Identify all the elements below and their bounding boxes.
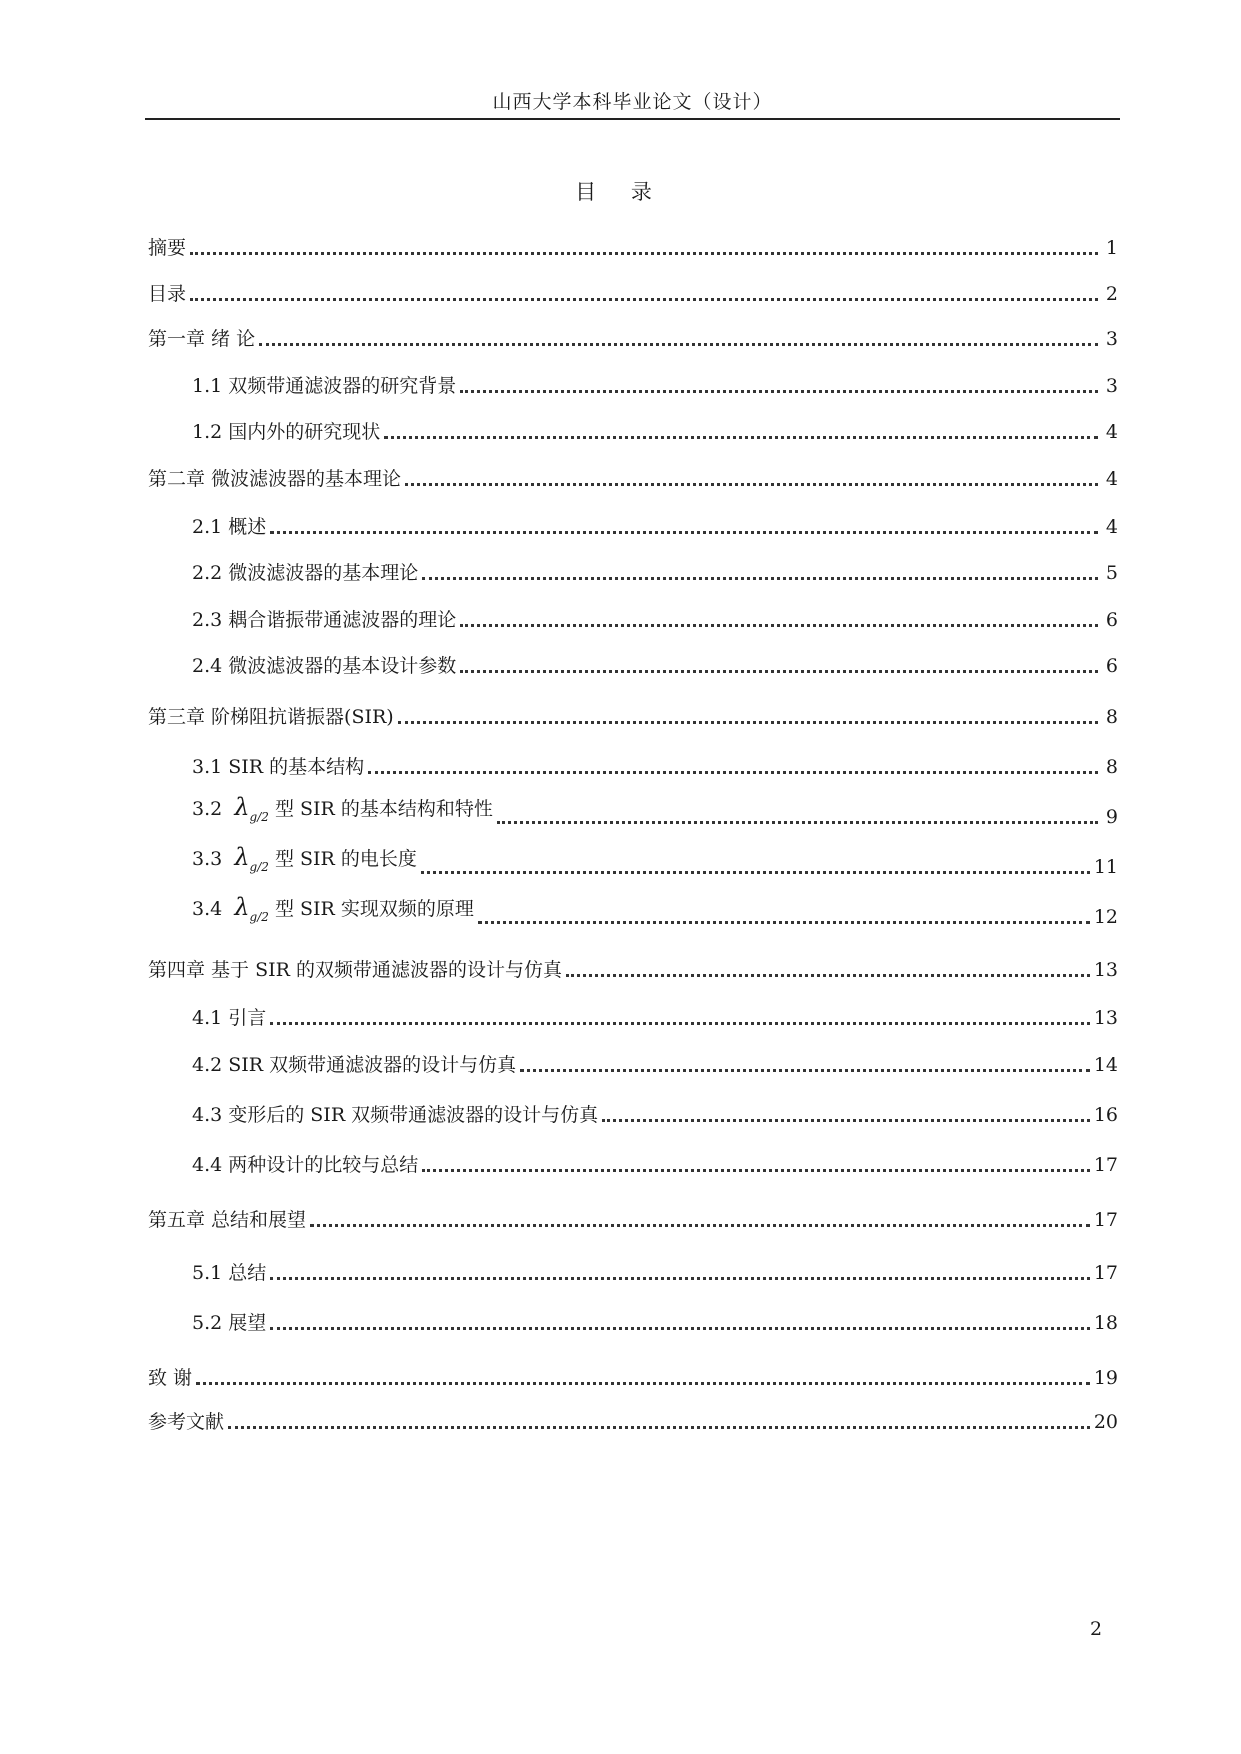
toc-entry-5-1[interactable] (192, 1256, 1118, 1286)
toc-entry-label: 2.4 微波滤波器的基本设计参数 (192, 655, 457, 677)
toc-entry-1-1[interactable] (192, 369, 1118, 399)
dot-leader (460, 670, 1098, 673)
dot-leader (270, 1022, 1090, 1025)
toc-entry-label (192, 844, 417, 880)
dot-leader (368, 771, 1098, 774)
toc-entry-chapter-5[interactable] (148, 1203, 1118, 1233)
dot-leader (405, 483, 1098, 486)
dot-leader (566, 974, 1090, 977)
toc-entry-label: 第二章 微波滤波器的基本理论 (148, 468, 402, 490)
dot-leader (190, 298, 1098, 301)
section-number: 3.3 (192, 848, 223, 870)
toc-entry-page: 2 (1105, 283, 1118, 305)
toc-entry-page: 16 (1093, 1104, 1118, 1126)
toc-entry-label: 4.4 两种设计的比较与总结 (192, 1154, 419, 1176)
toc-entry-label (192, 794, 493, 830)
dot-leader (270, 531, 1098, 534)
section-title: 型 SIR 的电长度 (274, 848, 417, 870)
toc-title: 目 录 (575, 180, 666, 204)
toc-entry-label: 3.1 SIR 的基本结构 (192, 756, 365, 778)
dot-leader (422, 577, 1098, 580)
dot-leader (310, 1224, 1090, 1227)
toc-entry-page: 12 (1093, 906, 1118, 928)
toc-entry-label: 第四章 基于 SIR 的双频带通滤波器的设计与仿真 (148, 959, 562, 981)
toc-entry-page: 18 (1093, 1312, 1118, 1334)
dot-leader (497, 821, 1098, 824)
toc-entry-3-4[interactable] (192, 893, 1118, 930)
toc-entry-5-2[interactable] (192, 1306, 1118, 1336)
dot-leader (190, 252, 1098, 255)
toc-entry-chapter-2[interactable] (148, 462, 1118, 492)
toc-entry-page: 4 (1105, 421, 1118, 443)
dot-leader (602, 1119, 1090, 1122)
toc-entry-page: 20 (1093, 1411, 1118, 1433)
toc-entry-page: 17 (1093, 1262, 1118, 1284)
dot-leader (270, 1277, 1090, 1280)
toc-entry-page: 13 (1093, 1007, 1118, 1029)
toc-entry-label: 致 谢 (148, 1367, 193, 1389)
toc-entry-label: 第一章 绪 论 (148, 328, 256, 350)
toc-entry-abstract[interactable] (148, 231, 1118, 261)
toc-entry-page: 17 (1093, 1154, 1118, 1176)
toc-entry-acknowledgements[interactable] (148, 1361, 1118, 1391)
toc-entry-page: 19 (1093, 1367, 1118, 1389)
toc-entry-label: 5.1 总结 (192, 1262, 267, 1284)
toc-entry-3-2[interactable] (192, 793, 1118, 830)
toc-entry-page: 6 (1105, 609, 1118, 631)
toc-entry-page: 1 (1105, 237, 1118, 259)
toc-entry-label: 1.1 双频带通滤波器的研究背景 (192, 375, 457, 397)
toc-entry-chapter-3[interactable] (148, 700, 1118, 730)
dot-leader (196, 1382, 1090, 1385)
toc-entry-page: 3 (1105, 375, 1118, 397)
toc-entry-4-3[interactable] (192, 1098, 1118, 1128)
dot-leader (460, 390, 1098, 393)
toc-entry-chapter-1[interactable] (148, 322, 1118, 352)
toc-entry-page: 6 (1105, 655, 1118, 677)
toc-entry-label: 目录 (148, 283, 187, 305)
running-header: 山西大学本科毕业论文（设计） (492, 91, 773, 113)
lambda-symbol: λ (234, 893, 250, 921)
dot-leader (228, 1426, 1090, 1429)
toc-entry-label: 4.2 SIR 双频带通滤波器的设计与仿真 (192, 1054, 517, 1076)
toc-entry-page: 14 (1093, 1054, 1118, 1076)
toc-entry-page: 8 (1105, 706, 1118, 728)
toc-entry-4-2[interactable] (192, 1048, 1118, 1078)
toc-entry-label: 1.2 国内外的研究现状 (192, 421, 381, 443)
page-number: 2 (1090, 1618, 1103, 1640)
dot-leader (422, 1169, 1090, 1172)
dot-leader (421, 871, 1090, 874)
toc-entry-page: 5 (1105, 562, 1118, 584)
toc-entry-2-2[interactable] (192, 556, 1118, 586)
toc-entry-page: 4 (1105, 516, 1118, 538)
toc-entry-2-4[interactable] (192, 649, 1118, 679)
toc-entry-label: 4.1 引言 (192, 1007, 267, 1029)
section-number: 3.4 (192, 898, 223, 920)
toc-entry-page: 17 (1093, 1209, 1118, 1231)
lambda-symbol: λ (234, 793, 250, 821)
toc-entry-label: 2.2 微波滤波器的基本理论 (192, 562, 419, 584)
dot-leader (270, 1327, 1090, 1330)
toc-entry-3-1[interactable] (192, 750, 1118, 780)
toc-entry-3-3[interactable] (192, 843, 1118, 880)
section-title: 型 SIR 的基本结构和特性 (274, 798, 493, 820)
lambda-subscript: g/2 (249, 860, 269, 874)
dot-leader (520, 1069, 1090, 1072)
dot-leader (398, 721, 1098, 724)
toc-entry-contents[interactable] (148, 277, 1118, 307)
toc-entry-page: 9 (1105, 806, 1118, 828)
toc-entry-page: 11 (1093, 856, 1118, 878)
toc-entry-label: 2.1 概述 (192, 516, 267, 538)
dot-leader (478, 921, 1090, 924)
toc-entry-label: 4.3 变形后的 SIR 双频带通滤波器的设计与仿真 (192, 1104, 599, 1126)
section-number: 3.2 (192, 798, 223, 820)
lambda-symbol: λ (234, 843, 250, 871)
toc-entry-4-4[interactable] (192, 1148, 1118, 1178)
toc-entry-1-2[interactable] (192, 415, 1118, 445)
toc-entry-page: 8 (1105, 756, 1118, 778)
toc-entry-label: 摘要 (148, 237, 187, 259)
toc-entry-chapter-4[interactable] (148, 953, 1118, 983)
toc-entry-label: 第五章 总结和展望 (148, 1209, 307, 1231)
toc-entry-label: 2.3 耦合谐振带通滤波器的理论 (192, 609, 457, 631)
toc-entry-page: 4 (1105, 468, 1118, 490)
toc-entry-label: 参考文献 (148, 1411, 225, 1433)
section-title: 型 SIR 实现双频的原理 (274, 898, 474, 920)
lambda-subscript: g/2 (249, 810, 269, 824)
header-rule (145, 118, 1120, 120)
toc-entry-label: 5.2 展望 (192, 1312, 267, 1334)
toc-entry-4-1[interactable] (192, 1001, 1118, 1031)
toc-entry-page: 3 (1105, 328, 1118, 350)
toc-entry-page: 13 (1093, 959, 1118, 981)
toc-entry-label (192, 894, 474, 930)
dot-leader (259, 343, 1098, 346)
toc-entry-2-3[interactable] (192, 603, 1118, 633)
dot-leader (384, 436, 1098, 439)
lambda-subscript: g/2 (249, 910, 269, 924)
toc-entry-label: 第三章 阶梯阻抗谐振器(SIR) (148, 706, 394, 728)
dot-leader (460, 624, 1098, 627)
toc-entry-2-1[interactable] (192, 510, 1118, 540)
toc-entry-references[interactable] (148, 1405, 1118, 1435)
